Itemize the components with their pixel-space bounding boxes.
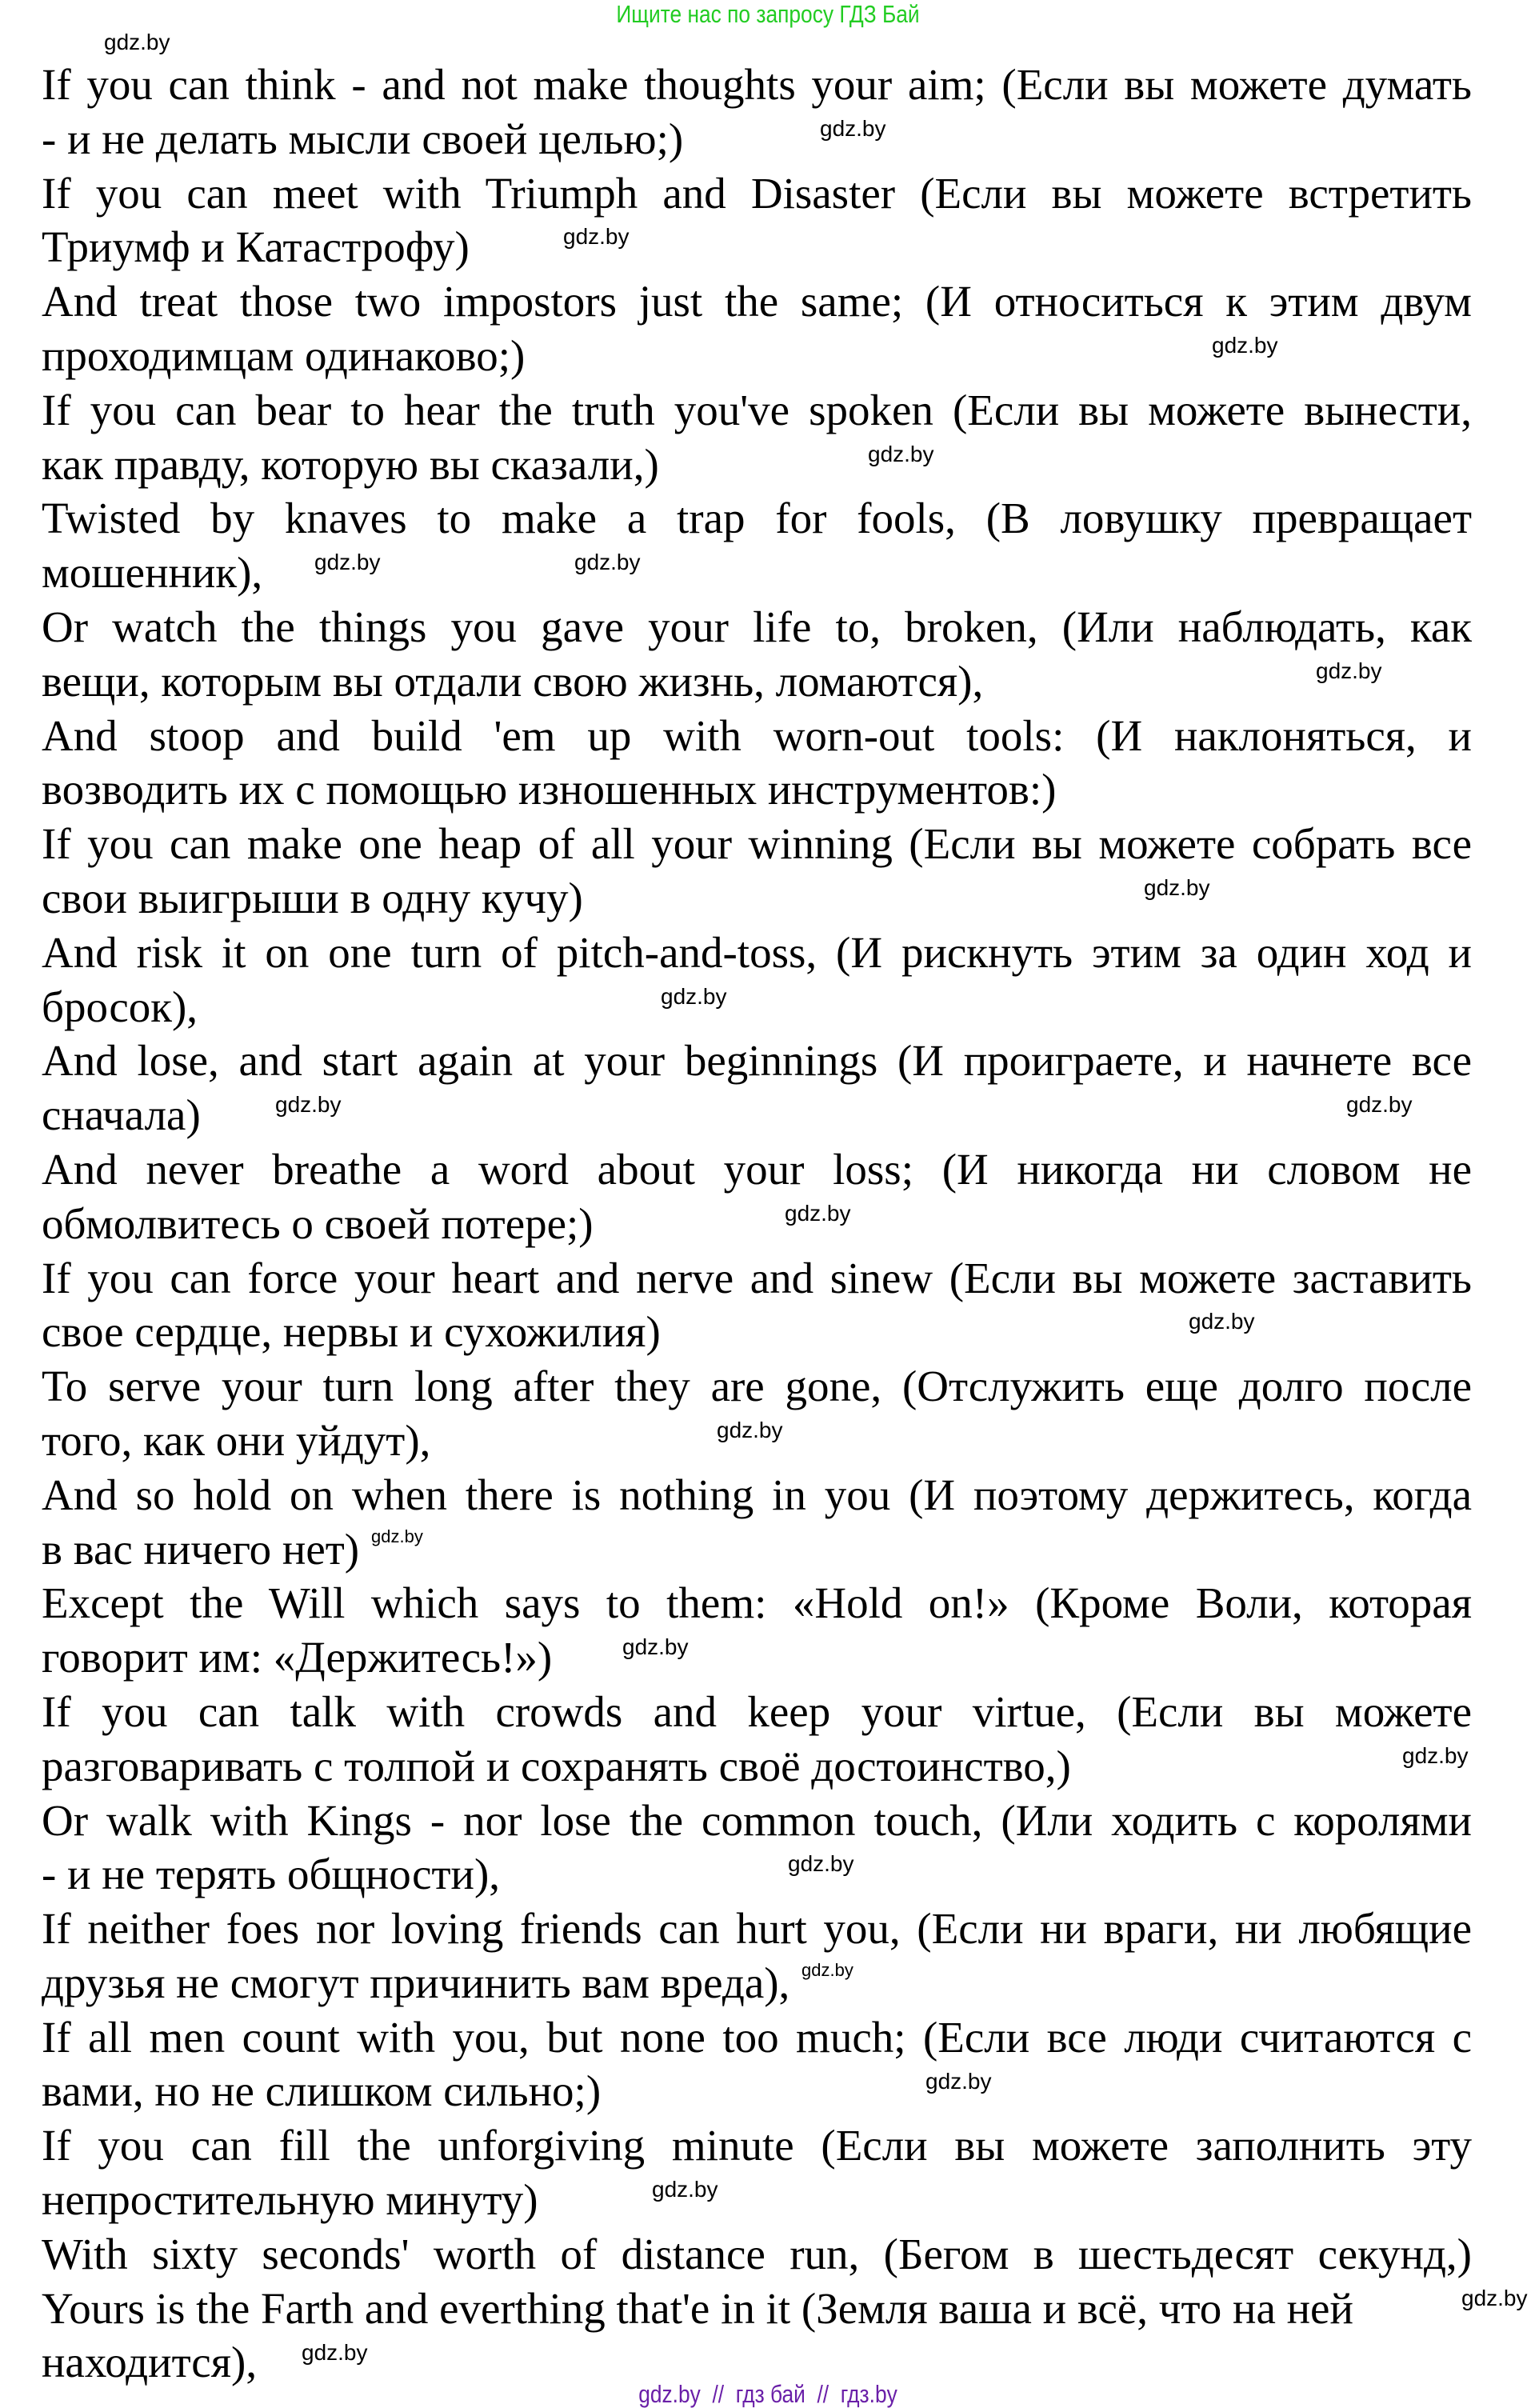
text-line: возводить их с помощью изношенных инструментов:) bbox=[42, 765, 1057, 814]
text-line-row bbox=[42, 2010, 1472, 2065]
text-line-row bbox=[42, 1142, 1472, 1197]
watermark: gdz.by bbox=[302, 2340, 368, 2365]
text-line-row bbox=[42, 112, 1472, 166]
text-line-row bbox=[42, 654, 1472, 709]
watermark: gdz.by bbox=[275, 1092, 342, 1117]
text-line-row bbox=[42, 1251, 1472, 1306]
text-line: If all men count with you, but none too much; (Если все люди считаются с bbox=[42, 2012, 1472, 2062]
text-line-row bbox=[42, 1034, 1472, 1088]
text-line-row bbox=[42, 1088, 1472, 1142]
text-line-row bbox=[42, 491, 1472, 546]
watermark: gdz.by bbox=[574, 550, 641, 574]
text-line: сначала) bbox=[42, 1090, 201, 1140]
watermark: gdz.by bbox=[1316, 658, 1382, 683]
text-line-row bbox=[42, 546, 1472, 600]
text-line-row bbox=[42, 762, 1472, 817]
text-line-row bbox=[42, 1902, 1472, 1956]
text-line: Or watch the things you gave your life to, broken, (Или наблюдать, как bbox=[42, 602, 1472, 651]
watermark: gdz.by bbox=[661, 984, 727, 1009]
text-line-row bbox=[42, 709, 1472, 763]
text-line-row bbox=[42, 1630, 1472, 1685]
text-line-row bbox=[42, 438, 1472, 492]
text-line: свое сердце, нервы и сухожилия) bbox=[42, 1307, 661, 1357]
watermark: gdz.by bbox=[622, 1634, 689, 1659]
text-line: If you can bear to hear the truth you've spoken (Если вы можете вынести, bbox=[42, 385, 1472, 434]
watermark: gdz.by bbox=[801, 1960, 853, 1980]
text-line-row bbox=[42, 980, 1472, 1034]
poem-text bbox=[42, 58, 1472, 2390]
text-line-row bbox=[42, 871, 1472, 926]
watermark: gdz.by bbox=[652, 2177, 718, 2202]
text-line: Except the Will which says to them: «Hold on!» (Кроме Воли, которая bbox=[42, 1578, 1472, 1628]
text-line-row bbox=[42, 58, 1472, 112]
watermark: gdz.by bbox=[785, 1201, 851, 1226]
watermark: gdz.by bbox=[563, 224, 630, 249]
text-line: в вас ничего нет) bbox=[42, 1524, 360, 1574]
text-line: Or walk with Kings - nor lose the common touch, (Или ходить с королями bbox=[42, 1795, 1472, 1845]
text-line: мошенник), bbox=[42, 548, 263, 598]
text-line: того, как они уйдут), bbox=[42, 1415, 431, 1465]
text-line-row bbox=[42, 2173, 1472, 2227]
text-line-row bbox=[42, 1468, 1472, 1522]
text-line: разговаривать с толпой и сохранять своё достоинство,) bbox=[42, 1741, 1071, 1790]
watermark: gdz.by bbox=[1144, 875, 1210, 900]
text-line-row bbox=[42, 1576, 1472, 1630]
watermark: gdz.by bbox=[1461, 2286, 1528, 2310]
text-line: And risk it on one turn of pitch-and-toss, (И рискнуть этим за один ход и bbox=[42, 927, 1472, 977]
text-line: If you can talk with crowds and keep your virtue, (Если вы можете bbox=[42, 1686, 1472, 1736]
text-line-row bbox=[42, 1847, 1472, 1902]
text-line: If you can think - and not make thoughts your aim; (Если вы можете думать bbox=[42, 60, 1472, 109]
text-line: If you can make one heap of all your winning (Если вы можете собрать все bbox=[42, 819, 1472, 869]
watermark: gdz.by bbox=[925, 2069, 992, 2094]
text-line: And so hold on when there is nothing in you (И поэтому держитесь, когда bbox=[42, 1470, 1472, 1519]
text-line: - и не терять общности), bbox=[42, 1850, 501, 1899]
text-line: - и не делать мысли своей целью;) bbox=[42, 114, 684, 163]
text-line: And treat those two impostors just the same; (И относиться к этим двум bbox=[42, 277, 1472, 326]
watermark: gdz.by bbox=[1346, 1092, 1413, 1117]
watermark: gdz.by bbox=[820, 116, 886, 141]
text-line: With sixty seconds' worth of distance run, (Бегом в шестьдесят секунд,) bbox=[42, 2229, 1472, 2278]
text-line: свои выигрыши в одну кучу) bbox=[42, 873, 583, 922]
text-line: To serve your turn long after they are gone, (Отслужить еще долго после bbox=[42, 1362, 1472, 1411]
text-line: обмолвитесь о своей потере;) bbox=[42, 1198, 594, 1248]
text-line-row bbox=[42, 1739, 1472, 1794]
watermark: gdz.by bbox=[371, 1526, 423, 1546]
text-line-row bbox=[42, 817, 1472, 871]
text-line-row bbox=[42, 600, 1472, 654]
text-line-row bbox=[42, 1956, 1472, 2010]
text-line-row bbox=[42, 1305, 1472, 1359]
text-line-row bbox=[42, 220, 1472, 274]
watermark: gdz.by bbox=[1402, 1743, 1469, 1768]
text-line-row bbox=[42, 383, 1472, 438]
text-line-row bbox=[42, 2118, 1472, 2173]
text-line: And never breathe a word about your loss; (И никогда ни словом не bbox=[42, 1144, 1472, 1194]
watermark: gdz.by bbox=[1189, 1309, 1255, 1334]
text-line-row bbox=[42, 166, 1472, 221]
text-line: друзья не смогут причинить вам вреда), bbox=[42, 1958, 790, 2007]
text-line: вещи, которым вы отдали свою жизнь, ломаются), bbox=[42, 656, 984, 706]
text-line: If you can force your heart and nerve and sinew (Если вы можете заставить bbox=[42, 1253, 1472, 1302]
watermark: gdz.by bbox=[788, 1851, 854, 1876]
text-line-row bbox=[42, 274, 1472, 329]
footer-watermark: gdz.by // гдз бай // гдз.by bbox=[638, 2380, 897, 2408]
watermark: gdz.by bbox=[314, 550, 381, 574]
text-line: непростительную минуту) bbox=[42, 2175, 538, 2225]
text-line: находится), bbox=[42, 2338, 258, 2387]
text-line-row bbox=[42, 926, 1472, 980]
text-line-row bbox=[42, 2227, 1472, 2282]
text-line-row bbox=[42, 1685, 1472, 1739]
text-line: вами, но не слишком сильно;) bbox=[42, 2066, 602, 2116]
watermark: gdz.by bbox=[1212, 333, 1278, 358]
text-line: If neither foes nor loving friends can hurt you, (Если ни враги, ни любящие bbox=[42, 1904, 1472, 1954]
watermark: gdz.by bbox=[104, 30, 170, 54]
text-line: If you can meet with Triumph and Disaster (Если вы можете встретить bbox=[42, 168, 1472, 218]
text-line: говорит им: «Держитесь!») bbox=[42, 1633, 553, 1682]
text-line: как правду, которую вы сказали,) bbox=[42, 439, 659, 489]
text-line-row bbox=[42, 1522, 1472, 1577]
text-line: Yours is the Farth and everthing that'e in it (Земля ваша и всё, что на ней bbox=[42, 2283, 1353, 2333]
text-line: And lose, and start again at your beginnings (И проиграете, и начнете все bbox=[42, 1036, 1472, 1086]
watermark: gdz.by bbox=[868, 442, 934, 466]
text-line-row bbox=[42, 2064, 1472, 2118]
search-banner: Ищите нас по запросу ГДЗ Бай bbox=[615, 0, 920, 28]
text-line: Триумф и Катастрофу) bbox=[42, 222, 470, 272]
text-line-row bbox=[42, 2282, 1472, 2336]
text-line-row bbox=[42, 1359, 1472, 1414]
watermark: gdz.by bbox=[717, 1418, 783, 1442]
text-line: If you can fill the unforgiving minute (Если вы можете заполнить эту bbox=[42, 2121, 1472, 2170]
text-line: проходимцам одинаково;) bbox=[42, 330, 526, 380]
text-line-row bbox=[42, 1197, 1472, 1251]
text-line: And stoop and build 'em up with worn-out tools: (И наклоняться, и bbox=[42, 710, 1472, 760]
text-line: Twisted by knaves to make a trap for fools, (В ловушку превращает bbox=[42, 494, 1472, 543]
text-line-row bbox=[42, 1794, 1472, 1848]
text-line: бросок), bbox=[42, 982, 198, 1031]
